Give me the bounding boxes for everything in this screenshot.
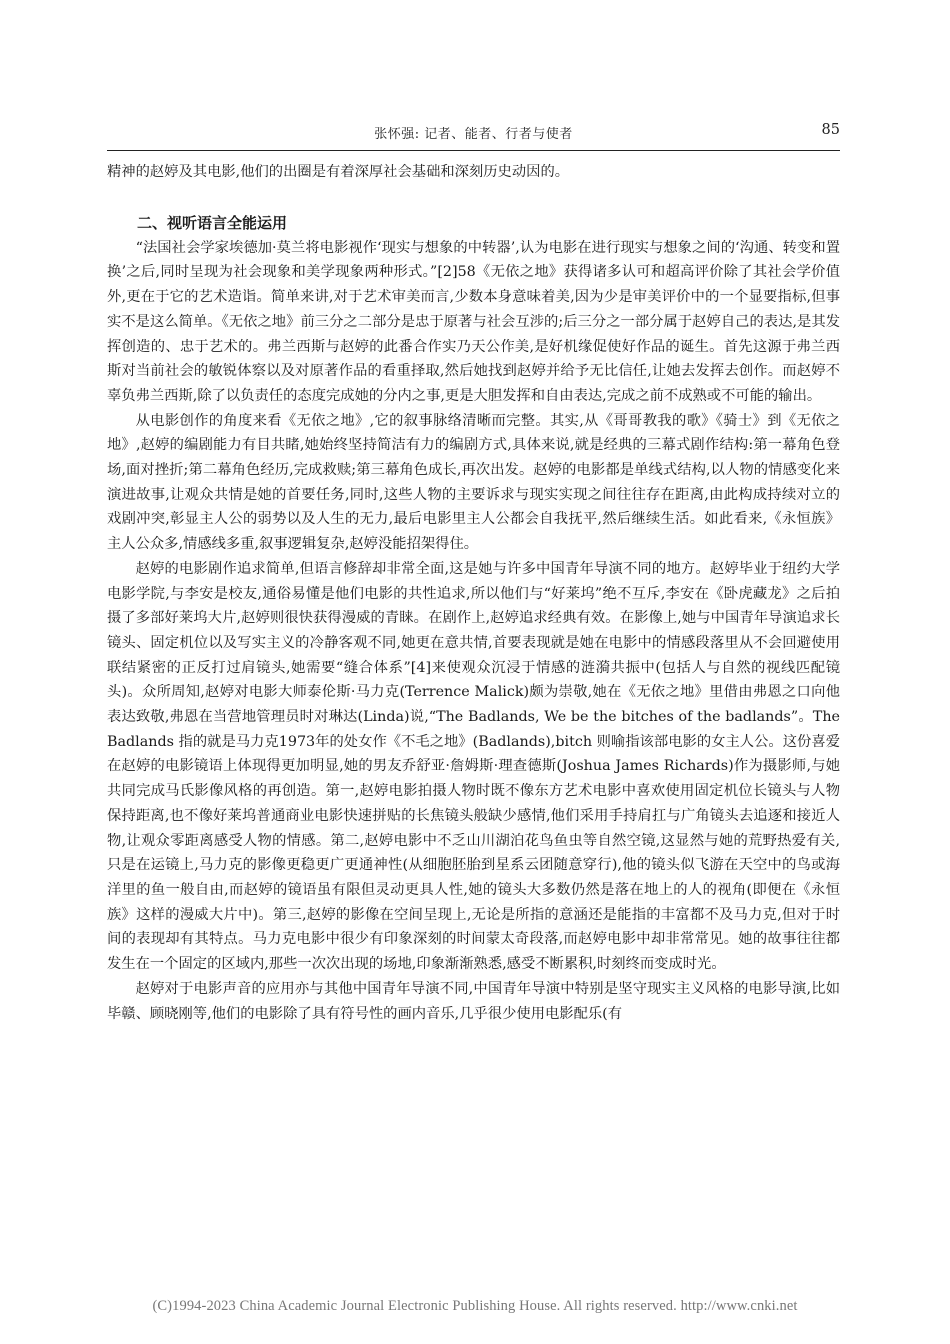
body-paragraph-4: 赵婷对于电影声音的应用亦与其他中国青年导演不同,中国青年导演中特别是坚守现实主义风格的电影导演,比如毕赣、顾晓刚等,他们的电影除了具有符号性的画内音乐,几乎很少使用电影配乐(有 <box>107 980 840 1022</box>
section-heading: 二、视听语言全能运用 <box>137 213 288 232</box>
body-paragraph-1: “法国社会学家埃德加·莫兰将电影视作‘现实与想象的中转器’,认为电影在进行现实与想象之间的‘沟通、转变和置换’之后,同时呈现为社会现象和美学现象两种形式。”[2]58《无依之地》获得诸多认可和超高评价除了其社会学价值外,更在于它的艺术造诣。简单来讲,对于艺术审美而言,少数本身意味着美,因为少是审美评价中的一个显要指标,但事实不是这么简单。《无依之地》前三分之二部分是忠于原著与社会互涉的;后三分之一部分属于赵婷自己的表达,是其发挥创造的、忠于艺术的。弗兰西斯与赵婷的此番合作实乃天公作美,是好机缘促使好作品的诞生。首先这源于弗兰西斯对当前社会的敏锐体察以及对原著作品的看重择取,然后她找到赵婷并给予无比信任,让她去发挥去创作。而赵婷不辜负弗兰西斯,除了以负责任的态度完成她的分内之事,更是大胆发挥和自由表达,完成之前不成熟或不可能的输出。 <box>107 239 840 404</box>
copyright-footer: (C)1994-2023 China Academic Journal Electronic Publishing House. All rights reserved. http://www.cnki.net <box>152 1298 798 1314</box>
article-body <box>107 160 840 1026</box>
body-paragraph-3: 赵婷的电影剧作追求简单,但语言修辞却非常全面,这是她与许多中国青年导演不同的地方。赵婷毕业于纽约大学电影学院,与李安是校友,通俗易懂是他们电影的共性追求,所以他们与“好莱坞”绝不互斥,李安在《卧虎藏龙》之后拍摄了多部好莱坞大片,赵婷则很快获得漫威的青睐。在剧作上,赵婷追求经典有效。在影像上,她与中国青年导演追求长镜头、固定机位以及写实主义的冷静客观不同,她更在意共情,首要表现就是她在电影中的情感段落里从不会回避使用联结紧密的正反打过肩镜头,她需要“缝合体系”[4]来使观众沉浸于情感的涟漪共振中(包括人与自然的视线匹配镜头)。众所周知,赵婷对电影大师泰伦斯·马力克(Terrence Malick)颇为崇敬,她在《无依之地》里借由弗恩之口向他表达致敬,弗恩在当营地管理员时对琳达(Linda)说,“The Badlands, We be the bitches of the badlands”。The Badlands 指的就是马力克1973年的处女作《不毛之地》(Badlands),bitch 则喻指该部电影的女主人公。这份喜爱在赵婷的电影镜语上体现得更加明显,她的男友乔舒亚·詹姆斯·理查德斯(Joshua James Richards)作为摄影师,与她共同完成马氏影像风格的再创造。第一,赵婷电影拍摄人物时既不像东方艺术电影中喜欢使用固定机位长镜头与人物保持距离,也不像好莱坞普通商业电影快速拼贴的长焦镜头般缺少感情,他们采用手持肩扛与广角镜头去追逐和接近人物,让观众零距离感受人物的情感。第二,赵婷电影中不乏山川湖泊花鸟鱼虫等自然空镜,这显然与她的荒野热爱有关,只是在运镜上,马力克的影像更稳更广更通神性(从细胞胚胎到星系云团随意穿行),他的镜头似飞游在天空中的鸟或海洋里的鱼一般自由,而赵婷的镜语虽有限但灵动更具人性,她的镜头大多数仍然是落在地上的人的视角(即便在《永恒族》这样的漫威大片中)。第三,赵婷的影像在空间呈现上,无论是所指的意涵还是能指的丰富都不及马力克,但对于时间的表现却有其特点。马力克电影中很少有印象深刻的时间蒙太奇段落,而赵婷电影中却非常常见。她的故事往往都发生在一个固定的区域内,那些一次次出现的场地,印象渐渐熟悉,感受不断累积,时刻终而变成时光。 <box>107 560 840 973</box>
body-paragraph-2: 从电影创作的角度来看《无依之地》,它的叙事脉络清晰而完整。其实,从《哥哥教我的歌》《骑士》到《无依之地》,赵婷的编剧能力有目共睹,她始终坚持简洁有力的编剧方式,具体来说,就是经典的三幕式剧作结构:第一幕角色登场,面对挫折;第二幕角色经历,完成救赎;第三幕角色成长,再次出发。赵婷的电影都是单线式结构,以人物的情感变化来演进故事,让观众共情是她的首要任务,同时,这些人物的主要诉求与现实实现之间往往存在距离,由此构成持续对立的戏剧冲突,彰显主人公的弱势以及人生的无力,最后电影里主人公都会自我抚平,然后继续生活。如此看来,《永恒族》主人公众多,情感线多重,叙事逻辑复杂,赵婷没能招架得住。 <box>107 412 840 553</box>
continued-paragraph: 精神的赵婷及其电影,他们的出圈是有着深厚社会基础和深刻历史动因的。 <box>107 164 570 180</box>
running-title: 张怀强: 记者、能者、行者与使者 <box>374 127 573 142</box>
page-number: 85 <box>821 122 840 138</box>
running-header <box>107 118 840 151</box>
